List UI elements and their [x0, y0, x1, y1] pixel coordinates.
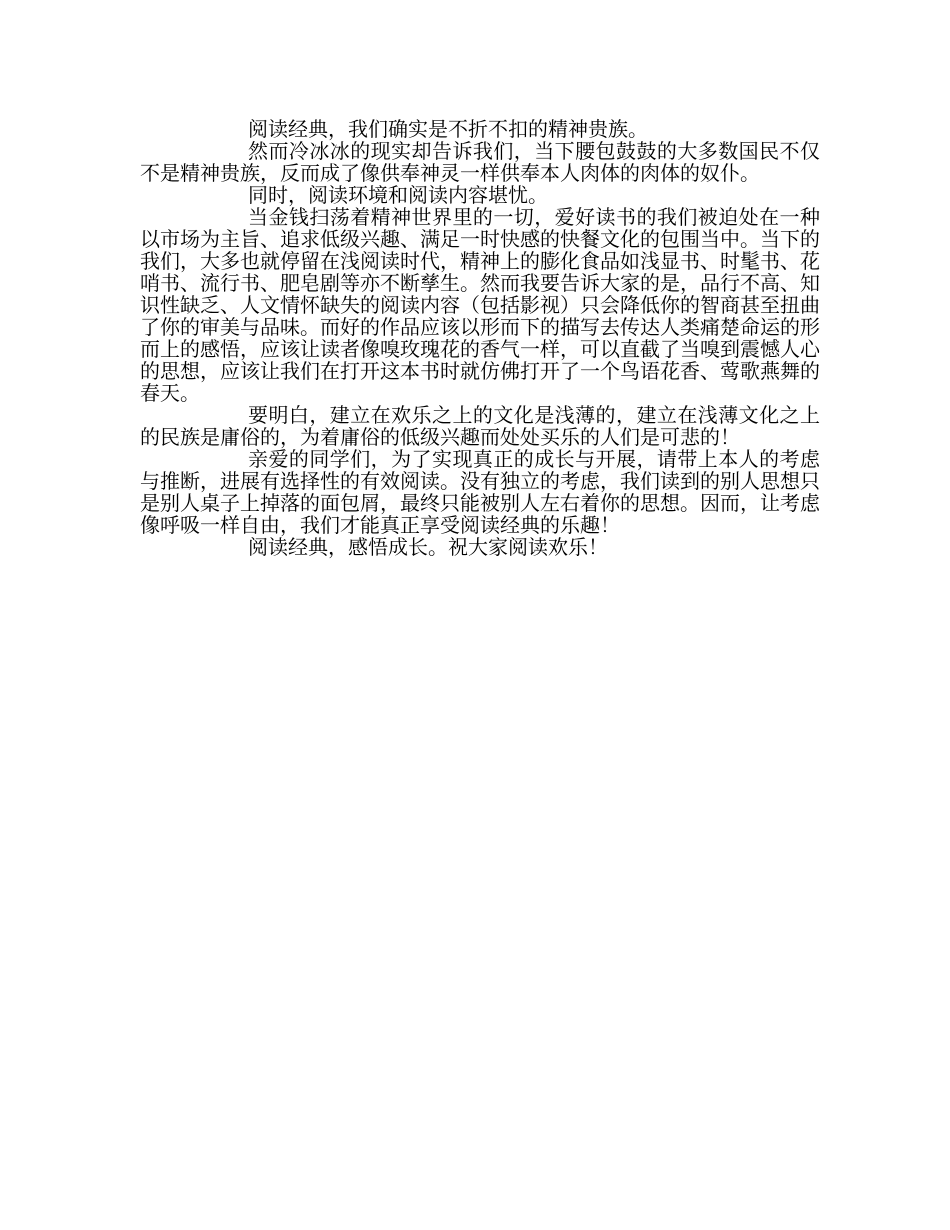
paragraph-7: 阅读经典，感悟成长。祝大家阅读欢乐！ — [248, 535, 608, 559]
paragraph-2: 然而冷冰冰的现实却告诉我们，当下腰包鼓鼓的大多数国民不仅不是精神贵族，反而成了像供奉神灵一样供奉本人肉体的肉体的奴仆。 — [140, 139, 820, 185]
paragraph-5: 要明白，建立在欢乐之上的文化是浅薄的，建立在浅薄文化之上的民族是庸俗的，为着庸俗的低级兴趣而处处买乐的人们是可悲的！ — [140, 403, 820, 449]
paragraph-1: 阅读经典，我们确实是不折不扣的精神贵族。 — [248, 117, 648, 141]
paragraph-4: 当金钱扫荡着精神世界里的一切，爱好读书的我们被迫处在一种以市场为主旨、追求低级兴趣、满足一时快感的快餐文化的包围当中。当下的我们，大多也就停留在浅阅读时代，精神上的膨化食品如浅显书、时髦书、花哨书、流行书、肥皂剧等亦不断孳生。然而我要告诉大家的是，品行不高、知识性缺乏、人文情怀缺失的阅读内容（包括影视）只会降低你的智商甚至扭曲了你的审美与品味。而好的作品应该以形而下的描写去传达人类痛楚命运的形而上的感悟，应该让读者像嗅玫瑰花的香气一样，可以直截了当嗅到震憾人心的思想，应该让我们在打开这本书时就仿佛打开了一个鸟语花香、莺歌燕舞的春天。 — [140, 205, 820, 405]
paragraph-6: 亲爱的同学们，为了实现真正的成长与开展，请带上本人的考虑与推断，进展有选择性的有效阅读。没有独立的考虑，我们读到的别人思想只是别人桌子上掉落的面包屑，最终只能被别人左右着你的思想。因而，让考虑像呼吸一样自由，我们才能真正享受阅读经典的乐趣！ — [140, 447, 820, 537]
paragraph-3: 同时，阅读环境和阅读内容堪忧。 — [248, 183, 548, 207]
document-body — [140, 118, 820, 558]
